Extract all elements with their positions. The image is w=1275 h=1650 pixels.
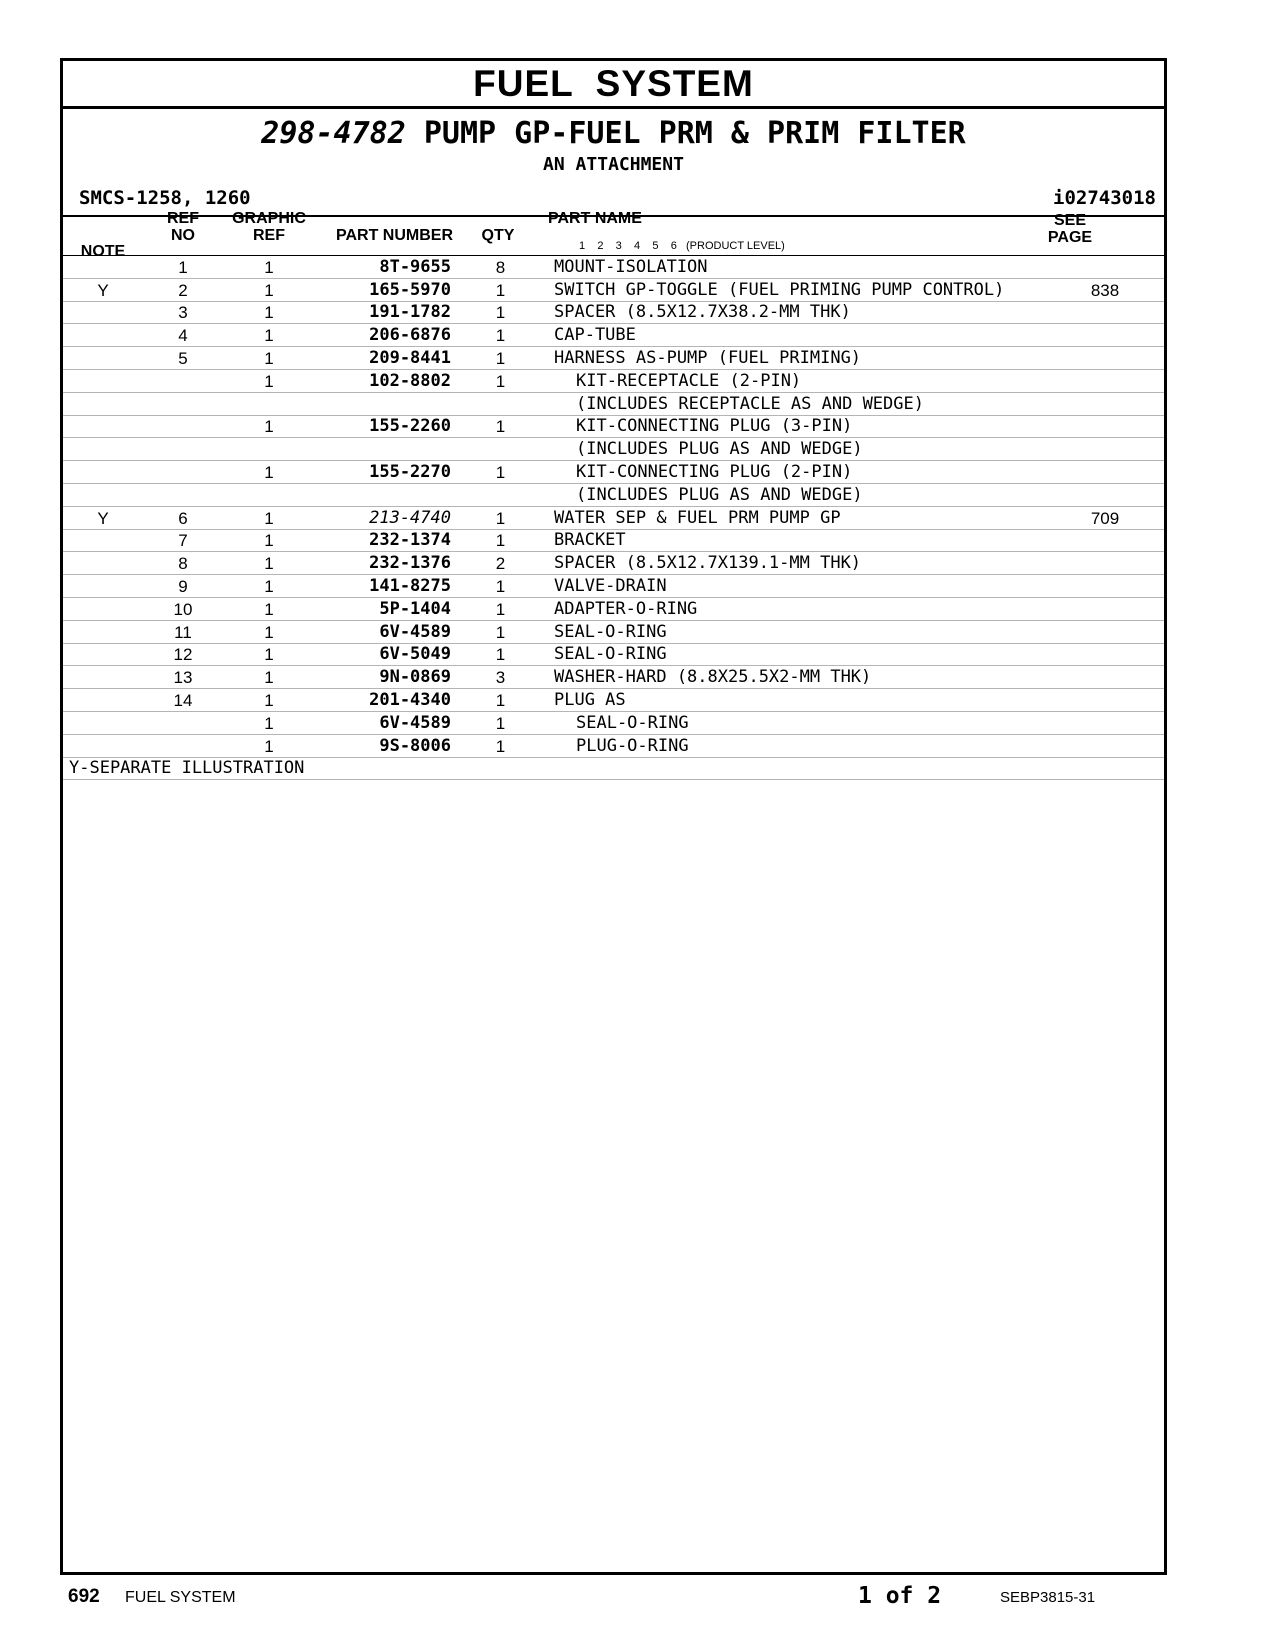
cell-qty: 1 bbox=[463, 575, 538, 598]
cell-part-name: PLUG-O-RING bbox=[538, 734, 1046, 757]
cell-part-name: PLUG AS bbox=[538, 689, 1046, 712]
cell-ref-no: 9 bbox=[143, 575, 223, 598]
cell-see-page bbox=[1046, 689, 1164, 712]
group-title bbox=[63, 116, 1164, 152]
cell-note: Y bbox=[63, 278, 143, 301]
header-product-levels: 1 2 3 4 5 6 (PRODUCT LEVEL) bbox=[579, 240, 785, 252]
cell-note bbox=[63, 575, 143, 598]
cell-see-page bbox=[1046, 415, 1164, 438]
cell-note: Y bbox=[63, 506, 143, 529]
table-row bbox=[63, 620, 1164, 643]
cell-see-page bbox=[1046, 575, 1164, 598]
cell-part-name: WASHER-HARD (8.8X25.5X2-MM THK) bbox=[538, 666, 1046, 689]
cell-graphic-ref: 1 bbox=[223, 552, 315, 575]
header-part-name-label: PART NAME bbox=[548, 210, 642, 227]
cell-see-page bbox=[1046, 461, 1164, 484]
cell-see-page bbox=[1046, 597, 1164, 620]
cell-part-number: 209-8441 bbox=[315, 347, 463, 370]
parts-table bbox=[63, 256, 1164, 780]
cell-note bbox=[63, 689, 143, 712]
header-ref-no bbox=[158, 210, 208, 244]
header-qty-label: QTY bbox=[481, 227, 515, 244]
header-part-name bbox=[548, 210, 642, 227]
cell-ref-no bbox=[143, 369, 223, 392]
cell-note bbox=[63, 369, 143, 392]
cell-note bbox=[63, 438, 143, 461]
cell-part-name: SEAL-O-RING bbox=[538, 620, 1046, 643]
cell-part-name: HARNESS AS-PUMP (FUEL PRIMING) bbox=[538, 347, 1046, 370]
table-row bbox=[63, 347, 1164, 370]
header-see-page bbox=[1035, 212, 1105, 246]
cell-graphic-ref: 1 bbox=[223, 711, 315, 734]
cell-qty: 1 bbox=[463, 734, 538, 757]
cell-ref-no: 5 bbox=[143, 347, 223, 370]
table-row bbox=[63, 461, 1164, 484]
cell-part-name: KIT-CONNECTING PLUG (2-PIN) bbox=[538, 461, 1046, 484]
cell-part-name: SPACER (8.5X12.7X139.1-MM THK) bbox=[538, 552, 1046, 575]
cell-ref-no bbox=[143, 483, 223, 506]
cell-graphic-ref: 1 bbox=[223, 643, 315, 666]
cell-ref-no: 4 bbox=[143, 324, 223, 347]
cell-note bbox=[63, 734, 143, 757]
cell-graphic-ref bbox=[223, 438, 315, 461]
cell-part-number: 6V-4589 bbox=[315, 620, 463, 643]
header-see-top: SEE bbox=[1053, 212, 1086, 229]
header-note-label: NOTE bbox=[80, 243, 126, 260]
table-row bbox=[63, 438, 1164, 461]
cell-graphic-ref: 1 bbox=[223, 461, 315, 484]
cell-graphic-ref: 1 bbox=[223, 575, 315, 598]
cell-ref-no: 1 bbox=[143, 256, 223, 278]
header-graphic-ref bbox=[223, 210, 315, 244]
cell-part-number: 9S-8006 bbox=[315, 734, 463, 757]
cell-note bbox=[63, 256, 143, 278]
cell-part-name: CAP-TUBE bbox=[538, 324, 1046, 347]
footer-page-of: 1 of 2 bbox=[858, 1583, 942, 1609]
cell-ref-no bbox=[143, 415, 223, 438]
cell-see-page: 709 bbox=[1046, 506, 1164, 529]
footnote-row bbox=[63, 757, 1164, 780]
cell-part-number: 6V-4589 bbox=[315, 711, 463, 734]
cell-part-number: 5P-1404 bbox=[315, 597, 463, 620]
group-name: PUMP GP-FUEL PRM & PRIM FILTER bbox=[423, 116, 966, 151]
cell-note bbox=[63, 392, 143, 415]
cell-note bbox=[63, 711, 143, 734]
table-row bbox=[63, 256, 1164, 278]
cell-note bbox=[63, 347, 143, 370]
cell-part-name: SWITCH GP-TOGGLE (FUEL PRIMING PUMP CONTROL) bbox=[538, 278, 1046, 301]
cell-graphic-ref: 1 bbox=[223, 347, 315, 370]
cell-qty: 1 bbox=[463, 347, 538, 370]
cell-qty: 8 bbox=[463, 256, 538, 278]
group-part-number: 298-4782 bbox=[261, 116, 406, 151]
cell-part-name: SPACER (8.5X12.7X38.2-MM THK) bbox=[538, 301, 1046, 324]
table-row bbox=[63, 415, 1164, 438]
cell-see-page bbox=[1046, 620, 1164, 643]
cell-qty: 1 bbox=[463, 369, 538, 392]
cell-part-number: 206-6876 bbox=[315, 324, 463, 347]
cell-part-number bbox=[315, 392, 463, 415]
cell-part-number: 201-4340 bbox=[315, 689, 463, 712]
cell-part-number: 191-1782 bbox=[315, 301, 463, 324]
cell-part-number: 213-4740 bbox=[315, 506, 463, 529]
cell-qty bbox=[463, 483, 538, 506]
cell-part-number bbox=[315, 483, 463, 506]
parts-table-body bbox=[63, 256, 1164, 780]
cell-qty: 1 bbox=[463, 506, 538, 529]
cell-ref-no bbox=[143, 734, 223, 757]
cell-part-number: 6V-5049 bbox=[315, 643, 463, 666]
illustration-id: i02743018 bbox=[1053, 187, 1156, 209]
table-row bbox=[63, 643, 1164, 666]
cell-qty: 1 bbox=[463, 461, 538, 484]
cell-note bbox=[63, 666, 143, 689]
header-part-number bbox=[323, 227, 453, 244]
table-row bbox=[63, 506, 1164, 529]
header-see-bottom: PAGE bbox=[1047, 229, 1093, 246]
cell-part-name: MOUNT-ISOLATION bbox=[538, 256, 1046, 278]
cell-ref-no: 3 bbox=[143, 301, 223, 324]
cell-part-name: (INCLUDES RECEPTACLE AS AND WEDGE) bbox=[538, 392, 1046, 415]
cell-note bbox=[63, 597, 143, 620]
cell-ref-no: 10 bbox=[143, 597, 223, 620]
cell-part-name: BRACKET bbox=[538, 529, 1046, 552]
cell-see-page bbox=[1046, 324, 1164, 347]
header-graphic-bottom: REF bbox=[253, 227, 285, 244]
table-row bbox=[63, 529, 1164, 552]
footer-doc-number: SEBP3815-31 bbox=[1000, 1589, 1096, 1606]
cell-note bbox=[63, 461, 143, 484]
cell-part-number: 141-8275 bbox=[315, 575, 463, 598]
footnote: Y-SEPARATE ILLUSTRATION bbox=[63, 757, 1164, 780]
table-row bbox=[63, 575, 1164, 598]
cell-note bbox=[63, 529, 143, 552]
cell-ref-no: 8 bbox=[143, 552, 223, 575]
cell-ref-no: 13 bbox=[143, 666, 223, 689]
cell-part-number: 232-1374 bbox=[315, 529, 463, 552]
cell-qty: 1 bbox=[463, 643, 538, 666]
cell-ref-no: 6 bbox=[143, 506, 223, 529]
table-row bbox=[63, 301, 1164, 324]
cell-qty bbox=[463, 392, 538, 415]
table-row bbox=[63, 324, 1164, 347]
cell-part-number: 155-2270 bbox=[315, 461, 463, 484]
cell-graphic-ref: 1 bbox=[223, 415, 315, 438]
cell-part-name: (INCLUDES PLUG AS AND WEDGE) bbox=[538, 483, 1046, 506]
cell-part-name: SEAL-O-RING bbox=[538, 711, 1046, 734]
cell-graphic-ref: 1 bbox=[223, 666, 315, 689]
cell-see-page bbox=[1046, 483, 1164, 506]
table-row bbox=[63, 392, 1164, 415]
cell-ref-no: 14 bbox=[143, 689, 223, 712]
cell-see-page bbox=[1046, 392, 1164, 415]
cell-qty: 1 bbox=[463, 324, 538, 347]
cell-note bbox=[63, 620, 143, 643]
cell-see-page bbox=[1046, 369, 1164, 392]
cell-part-number: 102-8802 bbox=[315, 369, 463, 392]
table-row bbox=[63, 369, 1164, 392]
cell-graphic-ref: 1 bbox=[223, 301, 315, 324]
table-row bbox=[63, 711, 1164, 734]
table-row bbox=[63, 278, 1164, 301]
header-graphic-top: GRAPHIC bbox=[232, 210, 306, 227]
cell-part-number: 9N-0869 bbox=[315, 666, 463, 689]
cell-part-name: SEAL-O-RING bbox=[538, 643, 1046, 666]
cell-graphic-ref: 1 bbox=[223, 689, 315, 712]
cell-part-name: (INCLUDES PLUG AS AND WEDGE) bbox=[538, 438, 1046, 461]
cell-part-number: 165-5970 bbox=[315, 278, 463, 301]
cell-note bbox=[63, 483, 143, 506]
cell-see-page bbox=[1046, 256, 1164, 278]
cell-qty: 3 bbox=[463, 666, 538, 689]
header-part-number-label: PART NUMBER bbox=[335, 227, 453, 244]
cell-part-number: 8T-9655 bbox=[315, 256, 463, 278]
cell-note bbox=[63, 415, 143, 438]
cell-part-number bbox=[315, 438, 463, 461]
cell-graphic-ref: 1 bbox=[223, 369, 315, 392]
footer-section: FUEL SYSTEM bbox=[125, 1589, 236, 1606]
cell-part-name: WATER SEP & FUEL PRM PUMP GP bbox=[538, 506, 1046, 529]
cell-part-name: ADAPTER-O-RING bbox=[538, 597, 1046, 620]
cell-graphic-ref: 1 bbox=[223, 506, 315, 529]
cell-note bbox=[63, 552, 143, 575]
cell-graphic-ref: 1 bbox=[223, 324, 315, 347]
cell-graphic-ref: 1 bbox=[223, 620, 315, 643]
group-subtitle: AN ATTACHMENT bbox=[543, 154, 684, 175]
cell-part-number: 232-1376 bbox=[315, 552, 463, 575]
system-title: FUEL SYSTEM bbox=[63, 61, 1164, 109]
cell-qty: 1 bbox=[463, 529, 538, 552]
cell-note bbox=[63, 324, 143, 347]
cell-see-page bbox=[1046, 734, 1164, 757]
page-frame bbox=[60, 58, 1167, 1575]
table-row bbox=[63, 689, 1164, 712]
cell-see-page bbox=[1046, 666, 1164, 689]
footer-page-number: 692 bbox=[68, 1586, 100, 1607]
cell-see-page bbox=[1046, 643, 1164, 666]
cell-ref-no: 2 bbox=[143, 278, 223, 301]
cell-qty: 1 bbox=[463, 689, 538, 712]
cell-ref-no bbox=[143, 392, 223, 415]
cell-ref-no bbox=[143, 711, 223, 734]
smcs-code: SMCS-1258, 1260 bbox=[79, 187, 251, 209]
cell-graphic-ref bbox=[223, 392, 315, 415]
cell-qty: 2 bbox=[463, 552, 538, 575]
cell-qty: 1 bbox=[463, 711, 538, 734]
cell-graphic-ref: 1 bbox=[223, 278, 315, 301]
cell-see-page bbox=[1046, 347, 1164, 370]
cell-qty: 1 bbox=[463, 597, 538, 620]
cell-qty: 1 bbox=[463, 415, 538, 438]
table-row bbox=[63, 666, 1164, 689]
cell-part-name: KIT-RECEPTACLE (2-PIN) bbox=[538, 369, 1046, 392]
cell-see-page bbox=[1046, 438, 1164, 461]
cell-ref-no: 12 bbox=[143, 643, 223, 666]
cell-note bbox=[63, 643, 143, 666]
header-qty bbox=[475, 227, 521, 244]
cell-see-page: 838 bbox=[1046, 278, 1164, 301]
cell-graphic-ref: 1 bbox=[223, 256, 315, 278]
cell-graphic-ref: 1 bbox=[223, 529, 315, 552]
cell-part-name: VALVE-DRAIN bbox=[538, 575, 1046, 598]
cell-part-number: 155-2260 bbox=[315, 415, 463, 438]
cell-see-page bbox=[1046, 301, 1164, 324]
table-row bbox=[63, 483, 1164, 506]
cell-ref-no: 7 bbox=[143, 529, 223, 552]
cell-qty bbox=[463, 438, 538, 461]
cell-ref-no: 11 bbox=[143, 620, 223, 643]
cell-ref-no bbox=[143, 438, 223, 461]
table-row bbox=[63, 552, 1164, 575]
cell-qty: 1 bbox=[463, 301, 538, 324]
header-ref-bottom: NO bbox=[171, 227, 195, 244]
cell-graphic-ref bbox=[223, 483, 315, 506]
cell-see-page bbox=[1046, 552, 1164, 575]
table-row bbox=[63, 734, 1164, 757]
cell-part-name: KIT-CONNECTING PLUG (3-PIN) bbox=[538, 415, 1046, 438]
table-row bbox=[63, 597, 1164, 620]
cell-ref-no bbox=[143, 461, 223, 484]
cell-see-page bbox=[1046, 711, 1164, 734]
cell-note bbox=[63, 301, 143, 324]
cell-qty: 1 bbox=[463, 620, 538, 643]
cell-qty: 1 bbox=[463, 278, 538, 301]
cell-see-page bbox=[1046, 529, 1164, 552]
cell-graphic-ref: 1 bbox=[223, 597, 315, 620]
header-ref-top: REF bbox=[167, 210, 199, 227]
cell-graphic-ref: 1 bbox=[223, 734, 315, 757]
